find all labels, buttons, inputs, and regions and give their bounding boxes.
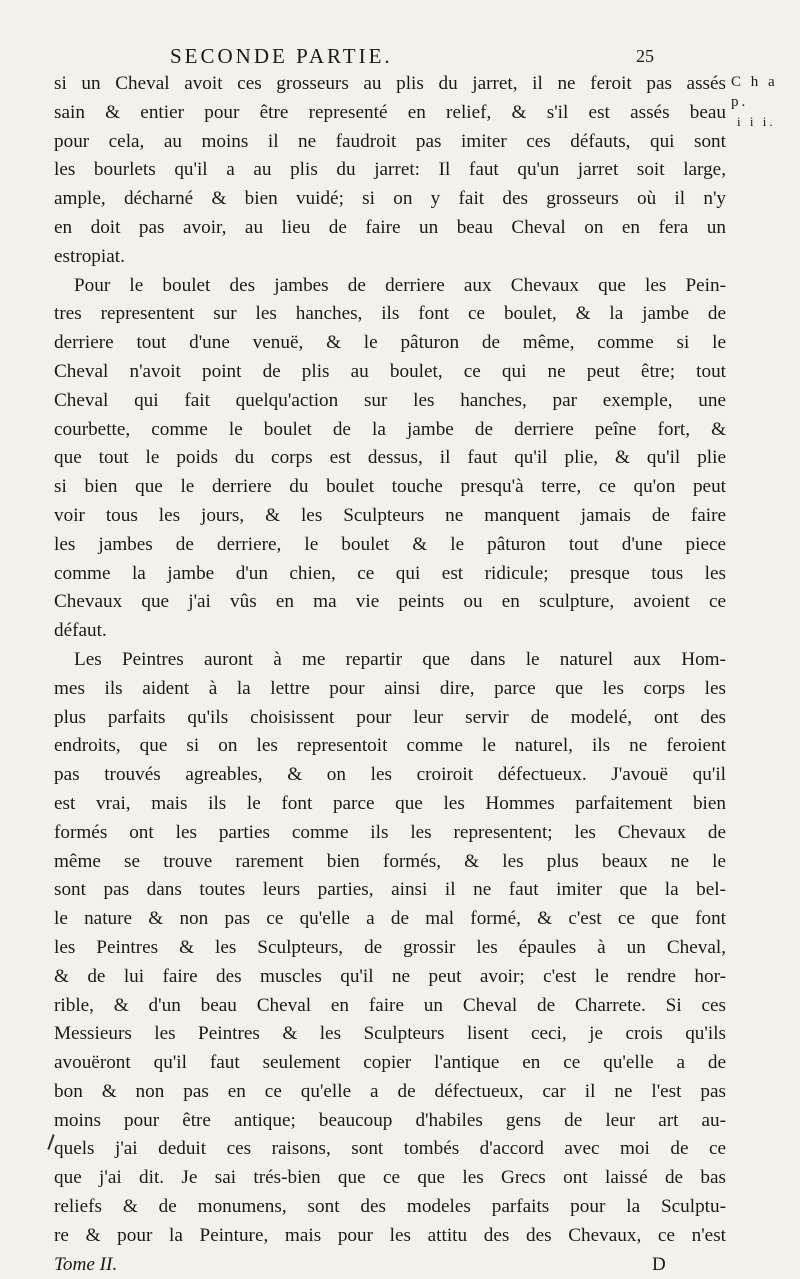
text-line: les Peintres & les Sculpteurs, de grossir les épaules à un Cheval, <box>54 936 726 958</box>
text-line: que j'ai dit. Je sai trés-bien que ce que les Grecs ont laissé de bas <box>54 1167 726 1189</box>
chapter-label: C h a p. <box>731 74 778 110</box>
text-line: re & pour la Peinture, mais pour les attitu des des Chevaux, ce n'est <box>54 1224 726 1246</box>
text-line: moins pour être antique; beaucoup d'habiles gens de leur art au- <box>54 1109 726 1131</box>
text-line: Chevaux que j'ai vûs en ma vie peints ou en sculpture, avoient ce <box>54 591 726 613</box>
text-line: sain & entier pour être representé en relief, & s'il est assés beau <box>54 101 726 123</box>
text-line: Les Peintres auront à me repartir que dans le naturel aux Hom- <box>74 648 726 670</box>
text-line: mes ils aident à la lettre pour ainsi dire, parce que les corps les <box>54 677 726 699</box>
text-line: sont pas dans toutes leurs parties, ainsi il ne faut imiter que la bel- <box>54 879 726 901</box>
text-line: estropiat. <box>54 245 125 267</box>
text-line: les bourlets qu'il a au plis du jarret: Il faut qu'un jarret soit large, <box>54 159 726 181</box>
text-line: plus parfaits qu'ils choisissent pour leur servir de modelé, ont des <box>54 706 726 728</box>
text-line: avouëront qu'il faut seulement copier l'antique en ce qu'elle a de <box>54 1052 726 1074</box>
text-line: reliefs & de monumens, sont des modeles parfaits pour la Sculptu- <box>54 1196 726 1218</box>
text-line: quels j'ai deduit ces raisons, sont tombés d'accord avec moi de ce <box>54 1138 726 1160</box>
text-line: ample, décharné & bien vuidé; si on y fait des grosseurs où il n'y <box>54 188 726 210</box>
text-line: même se trouve rarement bien formés, & les plus beaux ne le <box>54 850 726 872</box>
text-line: comme la jambe d'un chien, ce qui est ridicule; presque tous les <box>54 562 726 584</box>
text-line: les jambes de derriere, le boulet & le pâturon tout d'une piece <box>54 533 726 555</box>
text-line: formés ont les parties comme ils les representent; les Chevaux de <box>54 821 726 843</box>
text-line: courbette, comme le boulet de la jambe de derriere peîne fort, & <box>54 418 726 440</box>
text-line: si bien que le derriere du boulet touche presqu'à terre, ce qu'on peut <box>54 476 726 498</box>
text-line: pour cela, au moins il ne faudroit pas imiter ces défauts, qui sont <box>54 130 726 152</box>
text-line: derriere tout d'une venuë, & le pâturon de même, comme si le <box>54 332 726 354</box>
text-line: Messieurs les Peintres & les Sculpteurs lisent ceci, je crois qu'ils <box>54 1023 726 1045</box>
text-line: est vrai, mais ils le font parce que les Hommes parfaitement bien <box>54 792 726 814</box>
text-line: & de lui faire des muscles qu'il ne peut avoir; c'est le rendre hor- <box>54 965 726 987</box>
running-title: SECONDE PARTIE. <box>170 44 393 68</box>
text-line: rible, & d'un beau Cheval en faire un Cheval de Charrete. Si ces <box>54 994 726 1016</box>
text-line: que tout le poids du corps est dessus, il faut qu'il plie, & qu'il plie <box>54 447 726 469</box>
text-line: bon & non pas en ce qu'elle a de défectueux, car il ne l'est pas <box>54 1080 726 1102</box>
signature-mark: D <box>652 1253 666 1275</box>
page-number: 25 <box>636 46 654 66</box>
text-line: Cheval qui fait quelqu'action sur les hanches, par exemple, une <box>54 389 726 411</box>
text-line: voir tous les jours, & les Sculpteurs ne manquent jamais de faire <box>54 504 726 526</box>
text-line: défaut. <box>54 620 107 642</box>
text-line: pas trouvés agreables, & on les croiroit défectueux. J'avouë qu'il <box>54 764 726 786</box>
chapter-number: i i i. <box>737 114 776 129</box>
text-line: si un Cheval avoit ces grosseurs au plis du jarret, il ne feroit pas assés <box>54 73 726 94</box>
page-footer <box>54 1251 726 1279</box>
text-line: Pour le boulet des jambes de derriere aux Chevaux que les Pein- <box>74 274 726 296</box>
text-line: Cheval n'avoit point de plis au boulet, ce qui ne peut être; tout <box>54 360 726 382</box>
chapter-margin-note <box>731 72 797 132</box>
text-line: le nature & non pas ce qu'elle a de mal formé, & c'est ce que font <box>54 908 726 930</box>
body-text <box>54 70 726 1279</box>
text-line: tres representent sur les hanches, ils font ce boulet, & la jambe de <box>54 303 726 325</box>
text-line: en doit pas avoir, au lieu de faire un beau Cheval on en fera un <box>54 216 726 238</box>
volume-label: Tome II. <box>54 1253 118 1275</box>
text-line: endroits, que si on les representoit comme le naturel, ils ne feroient <box>54 735 726 757</box>
